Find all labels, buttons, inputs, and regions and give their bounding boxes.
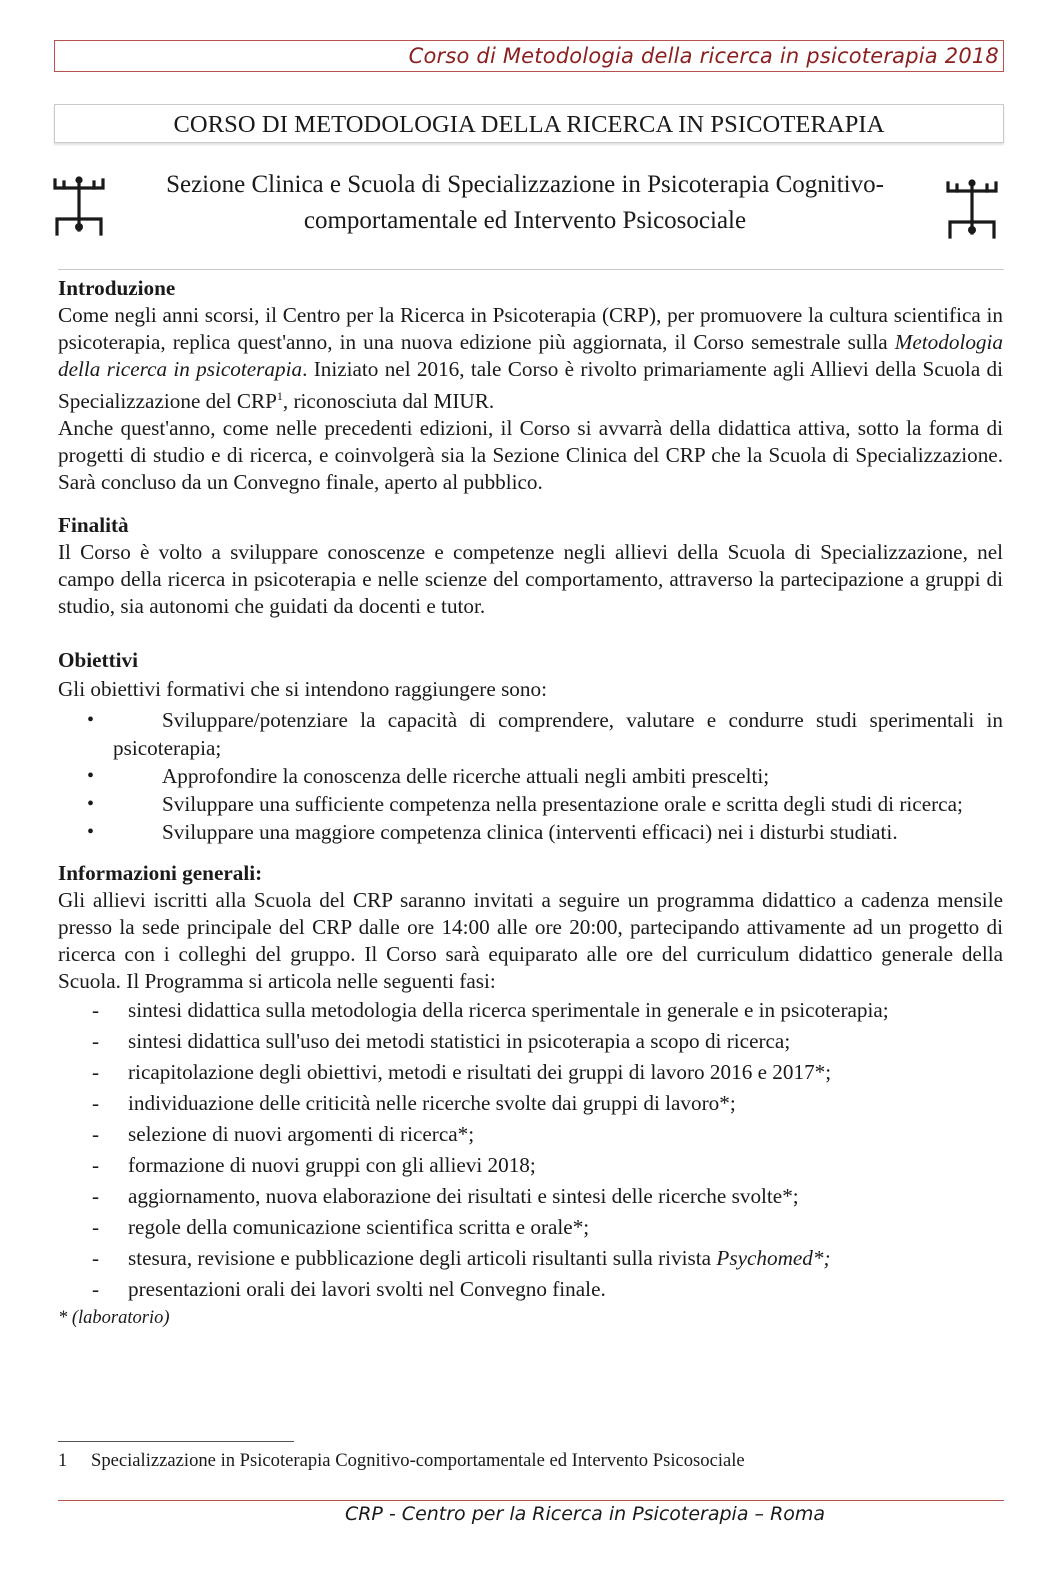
info-section: [58, 859, 1003, 1332]
list-item-text: Sviluppare una sufficiente competenza nella presentazione orale e scritta degli studi di ricerca;: [162, 792, 963, 817]
intro-heading: Introduzione: [58, 276, 176, 300]
obiettivi-intro: Gli obiettivi formativi che si intendono raggiungere sono:: [58, 677, 547, 702]
list-item-text: stesura, revisione e pubblicazione degli articoli risultanti sulla rivista: [128, 1246, 717, 1271]
section-divider: [58, 269, 1004, 270]
info-paragraph: Gli allievi iscritti alla Scuola del CRP saranno invitati a seguire un programma didattico a cadenza mensile presso la sede principale del CRP dalle ore 14:00 alle ore 20:00, partecipando attivamente ad un progetto di ricerca con i colleghi del gruppo. Il Corso sarà equiparato alle ore del curriculum didattico generale della Scuola. Il Programma si articola nelle seguenti fasi:: [58, 888, 1003, 994]
subtitle-line-2: comportamentale ed Intervento Psicosociale: [303, 207, 747, 234]
footer-divider: [58, 1500, 1004, 1501]
list-item-text: selezione di nuovi argomenti di ricerca*;: [128, 1122, 475, 1147]
list-item: [58, 995, 1003, 1026]
intro-text: Come negli anni scorsi, il Centro per la Ricerca in Psicoterapia (CRP), per promuovere la cultura scientifica in psicoterapia, replica quest'anno, in una nuova edizione più aggiornata, il Corso semestrale sulla: [58, 303, 1003, 354]
journal-name-italic: Psychomed*;: [716, 1246, 831, 1271]
list-item-text: individuazione delle criticità nelle ricerche svolte dai gruppi di lavoro*;: [128, 1091, 736, 1116]
list-item-text: Approfondire la conoscenza delle ricerche attuali negli ambiti prescelti;: [162, 764, 770, 789]
bullet-icon: •: [87, 793, 95, 816]
info-heading: Informazioni generali:: [58, 861, 263, 886]
obiettivi-heading: Obiettivi: [58, 648, 139, 673]
course-name-italic: Metodologia della ricerca in psicoterapia: [58, 330, 1003, 381]
crp-logo-icon: [944, 175, 1000, 241]
list-item: [58, 1274, 1003, 1305]
bullet-icon: •: [87, 709, 95, 732]
list-item-text: presentazioni orali dei lavori svolti nel Convegno finale.: [128, 1277, 606, 1302]
finalita-section: [58, 511, 1003, 620]
footnote-separator: [58, 1441, 294, 1442]
subtitle-line-1: Sezione Clinica e Scuola di Specializzazione in Psicoterapia Cognitivo-: [166, 171, 884, 198]
dash-icon: -: [92, 1246, 100, 1271]
crp-logo-icon: [51, 172, 107, 238]
list-item: [58, 1181, 1003, 1212]
list-item: [58, 1026, 1003, 1057]
footnote: [58, 1449, 745, 1473]
dash-icon: -: [92, 1122, 100, 1147]
finalita-paragraph: Il Corso è volto a sviluppare conoscenze e competenze negli allievi della Scuola di Specializzazione, nel campo della ricerca in psicoterapia e nelle scienze del comportamento, attraverso la partecipazione a gruppi di studio, sia autonomi che guidati da docenti e tutor.: [58, 540, 1003, 619]
list-item: [58, 1243, 1003, 1274]
list-item: [58, 790, 1003, 818]
running-title: Corso di Metodologia della ricerca in psicoterapia 2018: [408, 44, 999, 68]
obiettivi-section: [58, 646, 1003, 846]
finalita-heading: Finalità: [58, 513, 129, 538]
list-item-text: Sviluppare/potenziare la capacità di comprendere, valutare e condurre studi sperimentali in psicoterapia;: [113, 708, 1003, 761]
list-item: [58, 818, 1003, 846]
intro-text-cont: . Iniziato nel 2016, tale Corso è rivolto primariamente agli Allievi della Scuola di Specializzazione del CRP: [58, 357, 1004, 414]
intro-text-end: , riconosciuta dal MIUR.: [282, 389, 495, 414]
intro-section: [58, 274, 1003, 496]
footnote-ref[interactable]: 1: [276, 389, 283, 403]
list-item-text: regole della comunicazione scientifica scritta e orale*;: [128, 1215, 590, 1240]
intro-paragraph-1: [58, 302, 1003, 415]
list-item-text: sintesi didattica sulla metodologia della ricerca sperimentale in generale e in psicoterapia;: [128, 998, 889, 1023]
list-item: [58, 1057, 1003, 1088]
document-body: [58, 274, 1003, 1332]
phases-list: [58, 995, 1003, 1305]
dash-icon: -: [92, 998, 100, 1023]
dash-icon: -: [92, 1060, 100, 1085]
list-item-text: aggiornamento, nuova elaborazione dei risultati e sintesi delle ricerche svolte*;: [128, 1184, 799, 1209]
list-item-text: Sviluppare una maggiore competenza clinica (interventi efficaci) nei i disturbi studiati.: [162, 820, 898, 845]
subtitle: [110, 167, 940, 239]
bullet-icon: •: [87, 821, 95, 844]
footnote-text: Specializzazione in Psicoterapia Cognitivo-comportamentale ed Intervento Psicosociale: [91, 1450, 745, 1471]
list-item: [58, 1119, 1003, 1150]
title-box: [54, 104, 1004, 143]
list-item-text: sintesi didattica sull'uso dei metodi statistici in psicoterapia a scopo di ricerca;: [128, 1029, 791, 1054]
list-item-text: formazione di nuovi gruppi con gli allievi 2018;: [128, 1153, 536, 1178]
intro-paragraph-2: Anche quest'anno, come nelle precedenti edizioni, il Corso si avvarrà della didattica attiva, sotto la forma di progetti di studio e di ricerca, e coinvolgerà sia la Sezione Clinica del CRP che la Scuola di Specializzazione. Sarà concluso da un Convegno finale, aperto al pubblico.: [58, 416, 1003, 495]
list-item: [58, 1212, 1003, 1243]
dash-icon: -: [92, 1091, 100, 1116]
lab-note: * (laboratorio): [58, 1308, 170, 1329]
bullet-icon: •: [87, 765, 95, 788]
dash-icon: -: [92, 1153, 100, 1178]
dash-icon: -: [92, 1184, 100, 1209]
page-footer: CRP - Centro per la Ricerca in Psicoterapia – Roma: [344, 1503, 826, 1525]
dash-icon: -: [92, 1215, 100, 1240]
list-item: [58, 706, 1003, 762]
page-title: CORSO DI METODOLOGIA DELLA RICERCA IN PSICOTERAPIA: [173, 111, 885, 138]
list-item: [58, 1088, 1003, 1119]
footnote-number: 1: [58, 1450, 68, 1471]
list-item-text: ricapitolazione degli obiettivi, metodi e risultati dei gruppi di lavoro 2016 e 2017*;: [128, 1060, 832, 1085]
obiettivi-list: [58, 706, 1003, 846]
running-header: [54, 40, 1004, 72]
dash-icon: -: [92, 1029, 100, 1054]
list-item: [58, 762, 1003, 790]
list-item: [58, 1150, 1003, 1181]
dash-icon: -: [92, 1277, 100, 1302]
